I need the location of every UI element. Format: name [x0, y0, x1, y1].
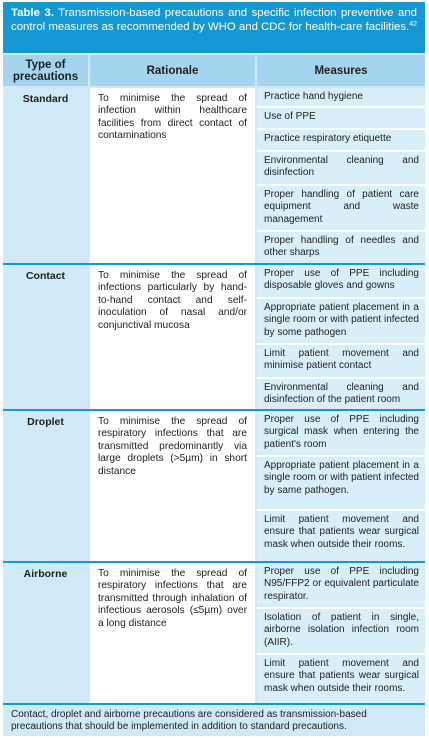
measure-cell: Proper use of PPE including disposable gloves and gowns	[257, 265, 425, 297]
measure-cell: Proper use of PPE including surgical mask when entering the patient's room	[257, 411, 425, 455]
table-caption-label: Table 3.	[11, 7, 54, 19]
row-contact	[3, 265, 425, 409]
measure-cell: Appropriate patient placement in a single room or with patient infected by some pathogen	[257, 299, 425, 343]
measure-cell: Limit patient movement and ensure that patients wear surgical mask when outside their rooms.	[257, 511, 425, 561]
measure-cell: Environmental cleaning and disinfection of the patient room	[257, 379, 425, 409]
header-measures: Measures	[257, 55, 425, 86]
row-droplet	[3, 411, 425, 561]
measure-cell: Appropriate patient placement in a single room or with patient infected by same pathogen.	[257, 457, 425, 509]
header-type: Type of precautions	[3, 55, 88, 86]
measure-cell: Environmental cleaning and disinfection	[257, 152, 425, 184]
measure-cell: Proper handling of patient care equipment and waste management	[257, 186, 425, 230]
table-caption	[3, 2, 425, 53]
table-footnote: Contact, droplet and airborne precautions are considered as transmission-based precautions that should be implemented in addition to standard precautions.	[3, 705, 425, 736]
table-caption-text: Transmission-based precautions and specific infection preventive and control measures as recommended by WHO and CDC for health-care facilities.	[11, 7, 417, 34]
measure-cell: Isolation of patient in single, airborne isolation infection room (AIIR).	[257, 609, 425, 653]
measure-cell: Proper use of PPE including N95/FFP2 or equivalent particulate respirator.	[257, 563, 425, 607]
measure-cell: Proper handling of needles and other sharps	[257, 232, 425, 263]
type-cell: Contact	[25, 270, 66, 282]
measure-cell: Practice hand hygiene	[257, 88, 425, 106]
type-cell: Airborne	[23, 568, 68, 580]
table-3	[3, 2, 425, 736]
rationale-cell: To minimise the spread of infection within healthcare facilities from direct contact of contaminations	[98, 93, 247, 142]
header-rationale: Rationale	[90, 55, 255, 86]
table-header-row	[3, 55, 425, 86]
measure-cell: Limit patient movement and ensure that patients wear surgical mask when outside their rooms.	[257, 655, 425, 703]
measure-cell: Practice respiratory etiquette	[257, 130, 425, 150]
rationale-cell: To minimise the spread of respiratory infections that are transmitted through inhalation of infectious aerosols (≤5µm) over a long distance	[98, 568, 247, 629]
row-standard	[3, 88, 425, 263]
table-caption-ref: 42	[409, 21, 417, 29]
row-airborne	[3, 563, 425, 703]
measure-cell: Use of PPE	[257, 108, 425, 128]
type-cell: Droplet	[27, 416, 64, 428]
measure-cell: Limit patient movement and minimise patient contact	[257, 345, 425, 377]
rationale-cell: To minimise the spread of respiratory infections that are transmitted predominantly via large droplets (>5µm) in short distance	[98, 416, 247, 477]
rationale-cell: To minimise the spread of infections particularly by hand-to-hand contact and self-inoculation of nasal and/or conjunctival mucosa	[98, 270, 247, 331]
type-cell: Standard	[22, 93, 69, 105]
